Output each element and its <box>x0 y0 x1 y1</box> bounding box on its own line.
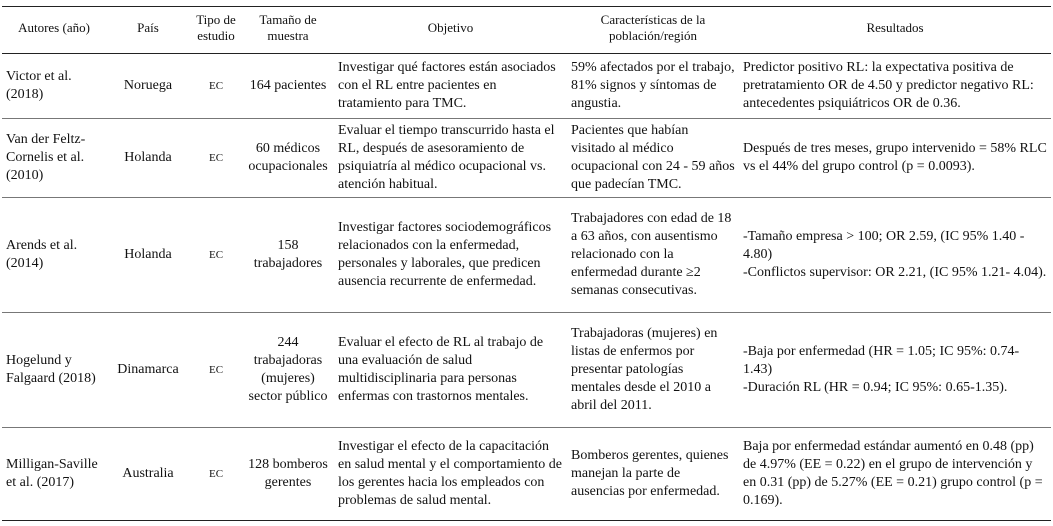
header-caracteristicas: Características de la población/región <box>567 7 739 54</box>
header-tipo: Tipo de estudio <box>190 7 242 54</box>
cell-pais: Noruega <box>106 54 190 119</box>
cell-objetivo: Evaluar el efecto de RL al trabajo de una evaluación de salud multidisciplinaria para personas enfermas con trastornos mentales. <box>334 313 567 428</box>
studies-table <box>2 6 1051 521</box>
header-pais: País <box>106 7 190 54</box>
table-header-row <box>2 7 1051 54</box>
table-row <box>2 119 1051 198</box>
cell-pais: Australia <box>106 428 190 521</box>
studies-table-container <box>0 6 1053 521</box>
cell-tipo: EC <box>190 198 242 313</box>
cell-tipo: EC <box>190 119 242 198</box>
cell-objetivo: Evaluar el tiempo transcurrido hasta el RL, después de asesoramiento de psiquiatría al médico ocupacional vs. atención habitual. <box>334 119 567 198</box>
cell-muestra: 164 pacientes <box>242 54 334 119</box>
cell-tipo: EC <box>190 313 242 428</box>
cell-caracteristicas: 59% afectados por el trabajo, 81% signos y síntomas de angustia. <box>567 54 739 119</box>
cell-autores: Victor et al. (2018) <box>2 54 106 119</box>
cell-caracteristicas: Trabajadoras (mujeres) en listas de enfermos por presentar patologías mentales desde el 2010 a abril del 2011. <box>567 313 739 428</box>
table-row <box>2 428 1051 521</box>
cell-tipo: EC <box>190 54 242 119</box>
header-autores: Autores (año) <box>2 7 106 54</box>
cell-caracteristicas: Pacientes que habían visitado al médico ocupacional con 24 - 59 años que padecían TMC. <box>567 119 739 198</box>
cell-pais: Holanda <box>106 119 190 198</box>
cell-resultados: -Tamaño empresa > 100; OR 2.59, (IC 95% 1.40 - 4.80) -Conflictos supervisor: OR 2.21, (IC 95% 1.21- 4.04). <box>739 198 1051 313</box>
cell-muestra: 244 trabajadoras (mujeres) sector público <box>242 313 334 428</box>
cell-objetivo: Investigar factores sociodemográficos relacionados con la enfermedad, personales y laborales, que predicen ausencia recurrente de enfermedad. <box>334 198 567 313</box>
cell-autores: Arends et al. (2014) <box>2 198 106 313</box>
cell-caracteristicas: Bomberos gerentes, quienes manejan la parte de ausencias por enfermedad. <box>567 428 739 521</box>
cell-tipo: EC <box>190 428 242 521</box>
cell-resultados: Baja por enfermedad estándar aumentó en 0.48 (pp) de 4.97% (EE = 0.22) en el grupo de intervención y en 0.31 (pp) de 5.27% (EE = 0.21) grupo control (p = 0.169). <box>739 428 1051 521</box>
table-row <box>2 54 1051 119</box>
table-row <box>2 198 1051 313</box>
cell-objetivo: Investigar el efecto de la capacitación en salud mental y el comportamiento de los gerentes hacia los empleados con problemas de salud mental. <box>334 428 567 521</box>
cell-caracteristicas: Trabajadores con edad de 18 a 63 años, con ausentismo relacionado con la enfermedad durante ≥2 semanas consecutivas. <box>567 198 739 313</box>
cell-autores: Milligan-Saville et al. (2017) <box>2 428 106 521</box>
header-objetivo: Objetivo <box>334 7 567 54</box>
cell-muestra: 128 bomberos gerentes <box>242 428 334 521</box>
cell-pais: Holanda <box>106 198 190 313</box>
cell-resultados: -Baja por enfermedad (HR = 1.05; IC 95%: 0.74-1.43) -Duración RL (HR = 0.94; IC 95%: 0.65-1.35). <box>739 313 1051 428</box>
cell-autores: Van der Feltz-Cornelis et al. (2010) <box>2 119 106 198</box>
table-row <box>2 313 1051 428</box>
cell-objetivo: Investigar qué factores están asociados con el RL entre pacientes en tratamiento para TMC. <box>334 54 567 119</box>
cell-pais: Dinamarca <box>106 313 190 428</box>
header-resultados: Resultados <box>739 7 1051 54</box>
cell-resultados: Después de tres meses, grupo intervenido = 58% RLC vs el 44% del grupo control (p = 0.0093). <box>739 119 1051 198</box>
cell-muestra: 158 trabajadores <box>242 198 334 313</box>
cell-autores: Hogelund y Falgaard (2018) <box>2 313 106 428</box>
cell-resultados: Predictor positivo RL: la expectativa positiva de pretratamiento OR de 4.50 y predictor negativo RL: antecedentes psiquiátricos OR de 0.36. <box>739 54 1051 119</box>
header-muestra: Tamaño de muestra <box>242 7 334 54</box>
cell-muestra: 60 médicos ocupacionales <box>242 119 334 198</box>
